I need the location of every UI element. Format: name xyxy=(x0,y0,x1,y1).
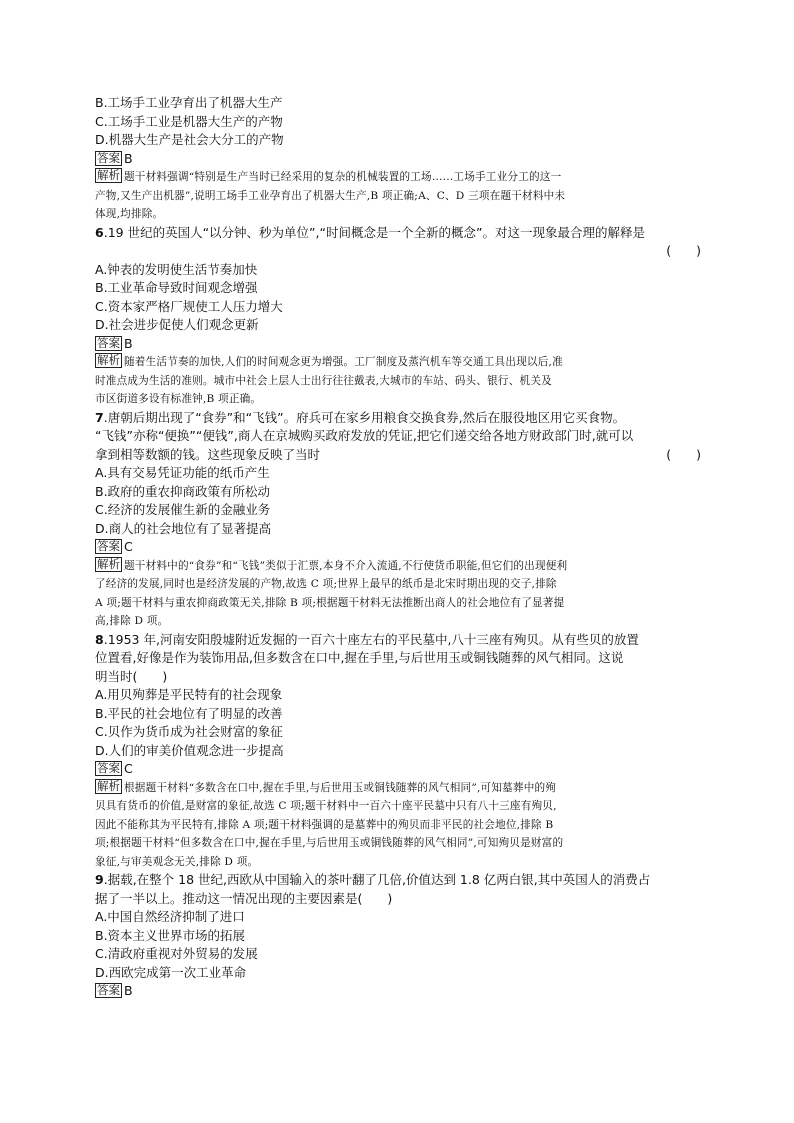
answer-tag: 答案 xyxy=(97,761,120,775)
analysis-line: 因此不能称其为平民特有,排除 A 项;题干材料强调的是墓葬中的殉贝而非平民的社会地位,排除 B xyxy=(95,818,554,831)
answer-value: B xyxy=(124,983,133,998)
option-b: B.平民的社会地位有了明显的改善 xyxy=(95,705,283,721)
answer-paren: ( ) xyxy=(666,243,701,258)
option-b: B.政府的重农抑商政策有所松动 xyxy=(95,483,271,499)
answer-value: B xyxy=(124,335,133,351)
option-d: D.人们的审美价值观念进一步提高 xyxy=(95,742,284,758)
answer-value: C xyxy=(124,539,133,554)
question-stem: “飞钱”亦称“便换”“便钱”,商人在京城购买政府发放的凭证,把它们递交给各地方财政部门时,就可以 xyxy=(95,428,634,443)
option-d: D.商人的社会地位有了显著提高 xyxy=(95,520,272,536)
question-number: 7 xyxy=(95,409,104,425)
question-stem: 位置看,好像是作为装饰用品,但多数含在口中,握在手里,与后世用玉或铜钱随葬的风气相同。这说 xyxy=(95,650,624,665)
answer-tag: 答案 xyxy=(97,539,120,553)
answer-tag: 答案 xyxy=(97,150,120,165)
analysis-line: 产物,又生产出机器”,说明工场手工业孕育出了机器大生产,B 项正确;A、C、D 三项在题干材料中未 xyxy=(95,189,566,202)
question-number: 8 xyxy=(95,631,104,647)
option-d: D.西欧完成第一次工业革命 xyxy=(95,964,247,980)
exam-page xyxy=(95,94,701,1001)
question-9-block xyxy=(95,871,701,1001)
analysis-line: 解析 根据题干材料“多数含在口中,握在手里,与后世用玉或铜钱随葬的风气相同”,可知墓葬中的殉 xyxy=(97,778,557,794)
option-c: C.资本家严格厂规使工人压力增大 xyxy=(95,298,283,314)
analysis-line: 解析 题干材料中的“食券”和“飞钱”类似于汇票,本身不介入流通,不行使货币职能,但它们的出现便利 xyxy=(97,556,568,572)
analysis-tag: 解析 xyxy=(97,353,120,367)
answer-value: B xyxy=(124,150,133,166)
option-c: C.经济的发展催生新的金融业务 xyxy=(95,502,271,517)
option-d: D.机器大生产是社会大分工的产物 xyxy=(95,132,284,147)
option-b: B.工业革命导致时间观念增强 xyxy=(95,280,258,295)
answer-row xyxy=(95,760,701,779)
analysis-line: A 项;题干材料与重农抑商政策无关,排除 B 项;根据题干材料无法推断出商人的社会地位有了显著提 xyxy=(95,596,565,609)
option-a: A.具有交易凭证功能的纸币产生 xyxy=(95,465,270,480)
answer-row xyxy=(95,982,701,1001)
option-a: A.中国自然经济抑制了进口 xyxy=(95,909,245,924)
question-stem: 据了一半以上。推动这一情况出现的主要因素是( ) xyxy=(95,890,393,906)
option-a: A.用贝殉葬是平民特有的社会现象 xyxy=(95,687,283,702)
analysis-tag: 解析 xyxy=(97,778,120,793)
answer-paren-row xyxy=(95,242,701,261)
answer-value: C xyxy=(124,761,133,776)
analysis-line: 解析 题干材料强调“特别是生产当时已经采用的复杂的机械装置的工场……工场手工业分工的这一 xyxy=(97,168,562,183)
option-b: B.工场手工业孕育出了机器大生产 xyxy=(95,95,283,110)
analysis-tag: 解析 xyxy=(97,168,120,182)
analysis-line: 市区街道多设有标准钟,B 项正确。 xyxy=(95,393,262,405)
question-5-block xyxy=(95,94,701,224)
question-stem: 明当时( ) xyxy=(95,668,168,684)
analysis-line: 项;根据题干材料“但多数含在口中,握在手里,与后世用玉或铜钱随葬的风气相同”,可知殉贝是财富的 xyxy=(95,837,564,849)
analysis-line: 了经济的发展,同时也是经济发展的产物,故选 C 项;世界上最早的纸币是北宋时期出现的交子,排除 xyxy=(95,578,557,590)
answer-row xyxy=(95,538,701,557)
analysis-line: 象征,与审美观念无关,排除 D 项。 xyxy=(95,855,259,868)
question-stem: 6.19 世纪的英国人“以分钟、秒为单位”,“时间概念是一个全新的概念”。对这一现象最合理的解释是 xyxy=(95,224,645,240)
question-number: 9 xyxy=(95,872,104,887)
answer-paren: ( ) xyxy=(666,446,701,462)
option-c: C.清政府重视对外贸易的发展 xyxy=(95,946,258,961)
analysis-line: 体现,均排除。 xyxy=(95,208,164,220)
question-stem: 7.唐朝后期出现了“食券”和“飞钱”。府兵可在家乡用粮食交换食券,然后在服役地区用它买食物。 xyxy=(95,409,626,425)
question-number: 6 xyxy=(95,224,104,240)
analysis-line: 解析 随着生活节奏的加快,人们的时间观念更为增强。工厂制度及蒸汽机车等交通工具出现以后,准 xyxy=(97,353,563,368)
answer-tag: 答案 xyxy=(97,335,120,350)
answer-row xyxy=(95,335,701,354)
option-b: B.资本主义世界市场的拓展 xyxy=(95,927,246,943)
question-stem: 9.据载,在整个 18 世纪,西欧从中国输入的茶叶翻了几倍,价值达到 1.8 亿两白银,其中英国人的消费占 xyxy=(95,872,651,887)
analysis-line: 贝具有货币的价值,是财富的象征,故选 C 项;题干材料中一百六十座平民墓中只有八十三座有殉贝, xyxy=(95,800,557,812)
analysis-tag: 解析 xyxy=(97,556,120,571)
answer-tag: 答案 xyxy=(97,983,120,997)
option-a: A.钟表的发明使生活节奏加快 xyxy=(95,261,258,277)
option-c: C.贝作为货币成为社会财富的象征 xyxy=(95,724,283,739)
question-6-block xyxy=(95,224,701,409)
question-7-block xyxy=(95,409,701,631)
question-stem: 8.1953 年,河南安阳殷墟附近发掘的一百六十座左右的平民墓中,八十三座有殉贝。从有些贝的放置 xyxy=(95,631,639,647)
analysis-line: 高,排除 D 项。 xyxy=(95,615,169,627)
answer-row xyxy=(95,150,701,169)
question-stem: ( ) 拿到相等数额的钱。这些现象反映了当时 xyxy=(95,446,701,465)
question-8-block xyxy=(95,631,701,872)
analysis-line: 时准点成为生活的准则。城市中社会上层人士出行往往戴表,大城市的车站、码头、银行、机关及 xyxy=(95,374,552,387)
option-c: C.工场手工业是机器大生产的产物 xyxy=(95,113,283,129)
option-d: D.社会进步促使人们观念更新 xyxy=(95,317,259,332)
